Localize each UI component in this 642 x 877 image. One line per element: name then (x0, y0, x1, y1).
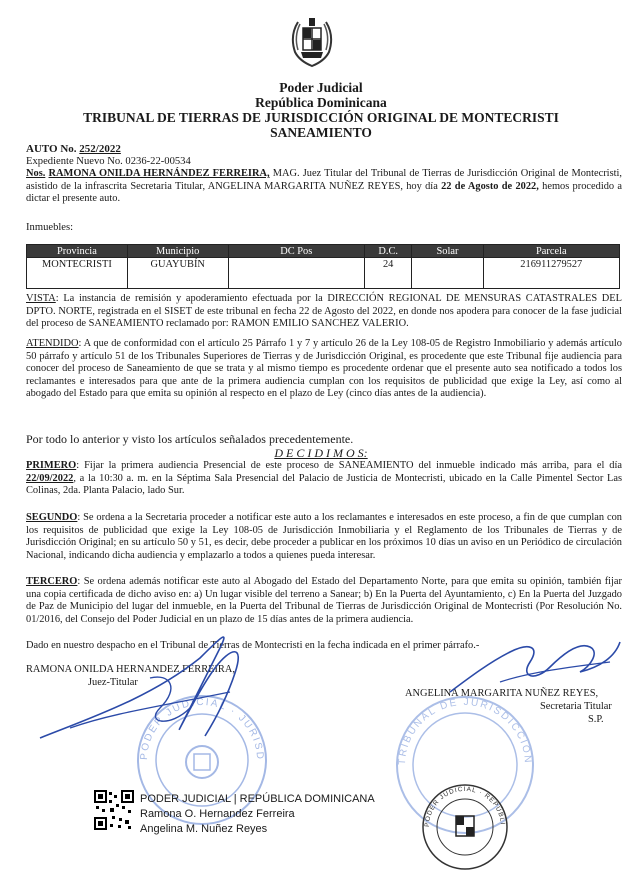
col-parcela: Parcela (483, 245, 619, 258)
col-provincia: Provincia (27, 245, 128, 258)
header-tribunal: TRIBUNAL DE TIERRAS DE JURISDICCIÓN ORIGINAL DE MONTECRISTI (83, 110, 559, 125)
cell-municipio: GUAYUBÍN (127, 258, 228, 289)
qr-code (94, 790, 134, 830)
table-header-row (27, 245, 620, 258)
header-poder-judicial: Poder Judicial (279, 80, 363, 95)
decidimos-heading: D E C I D I M O S: (274, 446, 368, 460)
secretary-title: Secretaria Titular (540, 701, 612, 712)
right-seal-text: TRIBUNAL DE JURISDICCIÓN (396, 696, 534, 766)
cell-dc-pos (228, 258, 364, 289)
footer-judge-name: Ramona O. Hernandez Ferreira (140, 808, 295, 820)
judge-title: Juez-Titular (88, 677, 138, 688)
header-republica: República Dominicana (255, 95, 387, 110)
cell-provincia: MONTECRISTI (27, 258, 128, 289)
judge-signature (30, 618, 290, 748)
tercero-paragraph: TERCERO: Se ordena además notificar este auto al Abogado del Estado del Departamento Norte, para que emita su opinión, también fijar una copia certificada de dicho aviso en: a) Un lugar visible del terreno a Sanear; b) En la Puerta del Ayuntamiento, c) En la Puerta del Juzgado de Paz de Municipio del lugar del inmueble, en la Puerta del Tribunal de Tierras de Jurisdicción Original de Montecristi (Por Resolución No. 01/2016, del Consejo del Poder Judicial en un plazo de 15 días antes de la primera audiencia. (26, 576, 622, 625)
footer-secretary-name: Angelina M. Nuñez Reyes (140, 823, 268, 835)
vista-paragraph: VISTA: La instancia de remisión y apoderamiento efectuada por la DIRECCIÓN REGIONAL DE MENSURAS CATASTRALES DEL DPTO. NORTE, registrada en el SISET de este tribunal en fecha 22 de Agosto del 2022, en donde nos apodera para conocer de la fase judicial del proceso de SANEAMIENTO reclamado por: RAMON EMILIO SANCHEZ VALERIO. (26, 293, 622, 330)
bottom-seal-text: PODER JUDICIAL · REPÚBLI (423, 785, 506, 828)
inmuebles-label: Inmuebles: (26, 222, 74, 233)
coat-of-arms-emblem (289, 16, 335, 68)
por-todo-line: Por todo lo anterior y visto los artículos señalados precedentemente. (26, 432, 354, 446)
secretary-signature (440, 622, 630, 702)
primero-paragraph: PRIMERO: Fijar la primera audiencia Presencial de este proceso de SANEAMIENTO del inmueble indicado más arriba, para el día 22/09/2022, a la 10:30 a. m. en la Séptima Sala Presencial del Palacio de Justicia de Montecristi, ubicado en la Calle Pimentel Sector Las Colinas, 2da. Planta Palacio, lado Sur. (26, 460, 622, 497)
inmuebles-table (26, 244, 620, 289)
header-saneamiento: SANEAMIENTO (270, 125, 372, 140)
cell-parcela: 216911279527 (483, 258, 619, 289)
bottom-seal-stamp (420, 782, 510, 872)
cell-solar (412, 258, 483, 289)
svg-text:TRIBUNAL DE JURISDICCIÓN (397, 697, 534, 765)
cell-dc: 24 (364, 258, 411, 289)
table-row (27, 258, 620, 289)
dado-line: Dado en nuestro despacho en el Tribunal de Tierras de Montecristi en la fecha indicada en el primer párrafo.- (26, 640, 480, 651)
col-solar: Solar (412, 245, 483, 258)
judge-name: RAMONA ONILDA HERNANDEZ FERREIRA, (26, 664, 235, 675)
footer-poder-judicial: PODER JUDICIAL | REPÚBLICA DOMINICANA (140, 793, 375, 805)
atendido-paragraph: ATENDIDO: A que de conformidad con el artículo 25 Párrafo 1 y 7 y artículo 26 de la Ley 108-05 de Registro Inmobiliario y además artículo 50 párrafo y artículo 51 de los Tribunales Superiores de Tierras y de Jurisdicción Original, es procedente que este Tribunal fije audiencia para conocer del proceso de Saneamiento de que se trata y al mismo tiempo es procedente ordenar que el presente auto sea notificado a todos los reclamantes e interesados para que ante de la primera audiencia cumplan con los requisitos de publicidad que exige la Ley, así como al abogado del Estado para que emita su opinión al respecto en el plazo de Ley (cinco días antes de la audiencia). (26, 338, 622, 400)
auto-number: AUTO No. 252/2022 (26, 143, 121, 155)
secretary-name: ANGELINA MARGARITA NUÑEZ REYES, (405, 688, 599, 699)
left-seal-text: PODER JUDICIAL · JURISD (138, 696, 266, 762)
segundo-paragraph: SEGUNDO: Se ordena a la Secretaria proceder a notificar este auto a los reclamantes e interesados en este proceso, a fin de que cumplan con los requisitos de publicidad que exige la Ley 108-05 de Jurisdicción Inmobiliaria y el Reglamento de los Tribunales de Tierras y de Jurisdicción Original; en su artículo 50 y 51, es decir, debe proceder a publicar en los próximos 10 días un aviso en un Periódico de circulación Nacional, indicando dicha audiencia y emplazarlo a todos a quienes pueda interesar. (26, 512, 622, 561)
intro-paragraph: Nos. RAMONA ONILDA HERNÁNDEZ FERREIRA, MAG. Juez Titular del Tribunal de Tierras de Jurisdicción Original de Montecristi, asistido de la infrascrita Secretaria Titular, ANGELINA MARGARITA NUÑEZ REYES, hoy día 22 de Agosto de 2022, hemos procedido a dictar el presente auto. (26, 168, 622, 205)
col-dc: D.C. (364, 245, 411, 258)
col-dc-pos: DC Pos (228, 245, 364, 258)
secretary-sp: S.P. (588, 714, 604, 725)
expediente: Expediente Nuevo No. 0236-22-00534 (26, 156, 191, 167)
col-municipio: Municipio (127, 245, 228, 258)
